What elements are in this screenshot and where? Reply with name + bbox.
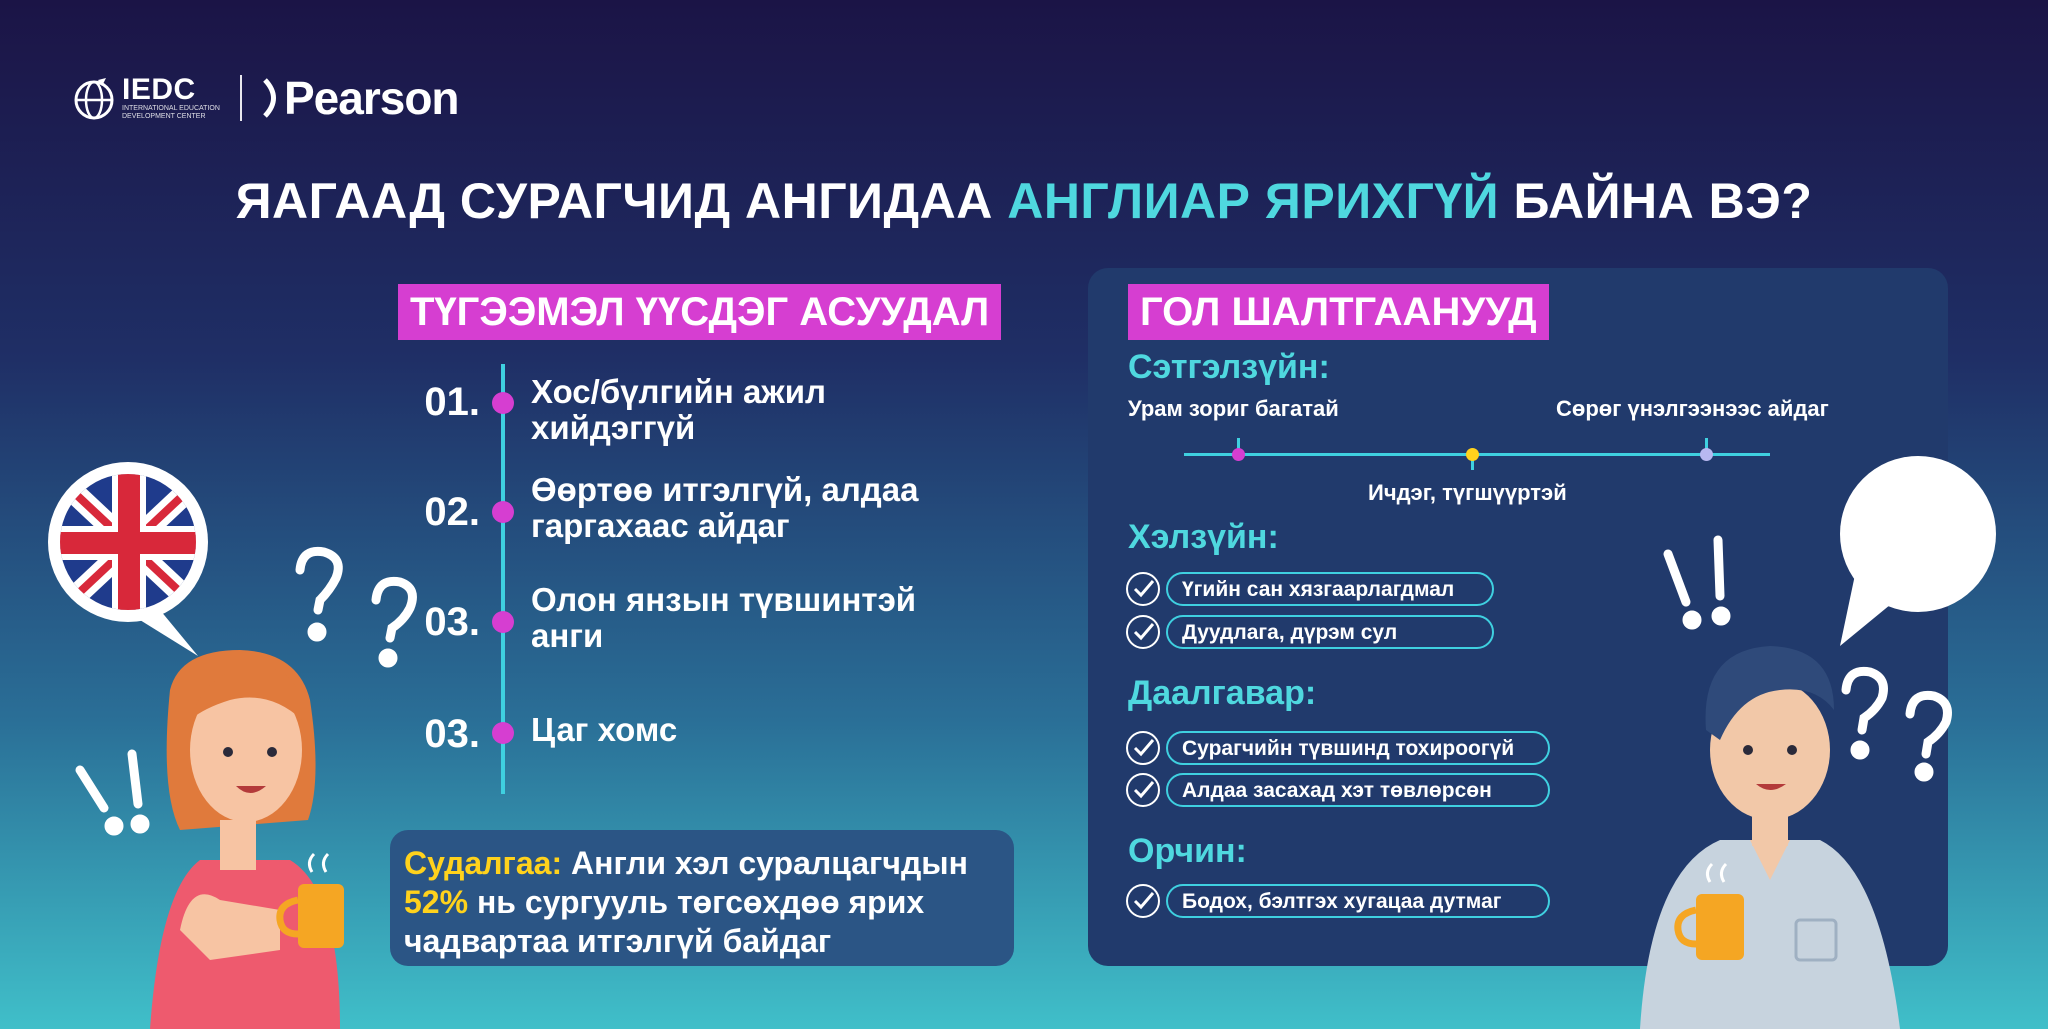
section-lang-title: Хэлзүйн: bbox=[1128, 518, 1279, 556]
reason-item bbox=[1126, 773, 1550, 807]
woman-illustration bbox=[40, 460, 420, 1029]
scale-label: Ичдэг, түгшүүртэй bbox=[1368, 480, 1567, 505]
reason-item bbox=[1126, 884, 1550, 918]
check-circle-icon bbox=[1126, 572, 1160, 606]
reason-item bbox=[1126, 731, 1550, 765]
pearson-icon bbox=[262, 78, 284, 118]
study-line-2 bbox=[404, 883, 1014, 922]
scale-dot bbox=[1466, 448, 1479, 461]
item-number: 03. bbox=[424, 600, 480, 644]
section-task-title: Даалгавар: bbox=[1128, 674, 1317, 712]
check-circle-icon bbox=[1126, 884, 1160, 918]
question-mark-icon bbox=[300, 551, 412, 663]
title-part1: ЯАГААД СУРАГЧИД АНГИДАА bbox=[235, 173, 1008, 229]
timeline-dot bbox=[492, 501, 514, 523]
study-percent: 52% bbox=[404, 884, 469, 920]
pearson-name: Pearson bbox=[284, 72, 459, 124]
man-illustration bbox=[1620, 450, 2048, 1029]
study-box bbox=[390, 830, 1014, 966]
section-psych-title: Сэтгэлзүйн: bbox=[1128, 348, 1330, 386]
reason-pill: Сурагчийн түвшинд тохироогүй bbox=[1166, 731, 1550, 765]
logo-divider bbox=[240, 75, 242, 121]
right-heading: ГОЛ ШАЛТГААНУУД bbox=[1128, 284, 1549, 340]
left-heading: ТҮГЭЭМЭЛ ҮҮСДЭГ АСУУДАЛ bbox=[398, 284, 1001, 340]
speech-bubble-icon bbox=[1840, 456, 1996, 646]
check-circle-icon bbox=[1126, 731, 1160, 765]
title-part2: БАЙНА ВЭ? bbox=[1499, 173, 1813, 229]
exclamation-icon bbox=[80, 754, 145, 831]
uk-flag-icon bbox=[48, 462, 210, 656]
timeline-dot bbox=[492, 722, 514, 744]
scale-label: Сөрөг үнэлгээнээс айдаг bbox=[1556, 396, 1829, 421]
item-number: 03. bbox=[424, 712, 480, 756]
reason-pill: Алдаа засахад хэт төвлөрсөн bbox=[1166, 773, 1550, 807]
reason-pill: Үгийн сан хязгаарлагдмал bbox=[1166, 572, 1494, 606]
timeline-dot bbox=[492, 611, 514, 633]
scale-dot bbox=[1232, 448, 1245, 461]
study-line-3: чадвартаа итгэлгүй байдаг bbox=[404, 923, 832, 959]
item-number: 02. bbox=[424, 490, 480, 534]
globe-icon bbox=[72, 76, 116, 120]
item-text: Өөртөө итгэлгүй, алдаа гаргахаас айдаг bbox=[531, 471, 919, 544]
item-text: Цаг хомс bbox=[531, 711, 678, 748]
logo-row bbox=[72, 70, 459, 126]
study-line2-rest: нь сургууль төгсөхдөө ярих bbox=[468, 884, 925, 920]
scale-label: Урам зориг багатай bbox=[1128, 396, 1339, 421]
reason-pill: Бодох, бэлтгэх хугацаа дутмаг bbox=[1166, 884, 1550, 918]
page-title bbox=[0, 172, 2048, 230]
iedc-logo bbox=[122, 75, 222, 121]
question-mark-icon bbox=[1846, 671, 1948, 777]
reason-pill: Дуудлага, дүрэм сул bbox=[1166, 615, 1494, 649]
study-line-1 bbox=[404, 844, 1014, 883]
section-env-title: Орчин: bbox=[1128, 832, 1247, 870]
study-line1-rest: Англи хэл суралцагчдын bbox=[562, 845, 968, 881]
item-text: Олон янзын түвшинтэй анги bbox=[531, 581, 917, 654]
item-text: Хос/бүлгийн ажил хийдэггүй bbox=[531, 373, 826, 446]
iedc-name: IEDC bbox=[122, 73, 196, 106]
check-circle-icon bbox=[1126, 773, 1160, 807]
reason-item bbox=[1126, 572, 1494, 606]
pearson-logo bbox=[262, 71, 459, 125]
check-circle-icon bbox=[1126, 615, 1160, 649]
item-number: 01. bbox=[424, 380, 480, 424]
iedc-subtitle: INTERNATIONAL EDUCATION DEVELOPMENT CENTER bbox=[122, 105, 220, 120]
timeline-dot bbox=[492, 392, 514, 414]
study-label: Судалгаа: bbox=[404, 845, 563, 881]
reason-item bbox=[1126, 615, 1494, 649]
exclamation-icon bbox=[1668, 540, 1726, 625]
title-highlight: АНГЛИАР ЯРИХГҮЙ bbox=[1007, 173, 1500, 229]
